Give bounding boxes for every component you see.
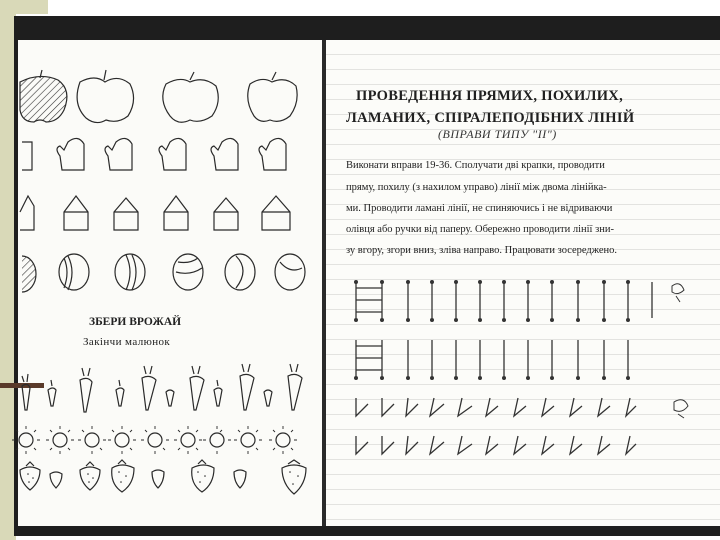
instruction-line: олівця або ручки від паперу. Обережно проводити лінії зни-: [346, 224, 614, 235]
finish-drawing-subheading: Закінчи малюнок: [83, 336, 171, 348]
instruction-line: зу вгору, згори вниз, зліва направо. Працювати зосереджено.: [346, 245, 618, 256]
broken-lines-row-2: [356, 436, 636, 454]
dots-row-1: [354, 280, 630, 322]
page-title-line2: ЛАМАНИХ, СПІРАЛЕПОДІБНИХ ЛІНІЙ: [346, 110, 635, 126]
instruction-line: пряму, похилу (з нахилом управо) лінії між двома лінійка-: [346, 182, 607, 193]
margin-doodle-icon: [674, 400, 688, 418]
instruction-line: Виконати вправи 19-36. Сполучати дві крапки, проводити: [346, 160, 605, 171]
straight-lines-row-1: [356, 282, 652, 318]
page-title-line1: ПРОВЕДЕННЯ ПРЯМИХ, ПОХИЛИХ,: [356, 88, 623, 104]
instruction-line: ми. Проводити ламані лінії, не спиняючись і не відриваючи: [346, 203, 613, 214]
dots-row-2: [354, 376, 630, 380]
collect-harvest-heading: ЗБЕРИ ВРОЖАЙ: [89, 316, 182, 328]
margin-doodle-icon: [672, 284, 684, 302]
broken-lines-row-1: [356, 398, 636, 416]
margin-marks: [672, 284, 688, 418]
straight-lines-row-2: [356, 340, 628, 376]
page-subtitle: (ВПРАВИ ТИПУ "II"): [438, 127, 557, 141]
